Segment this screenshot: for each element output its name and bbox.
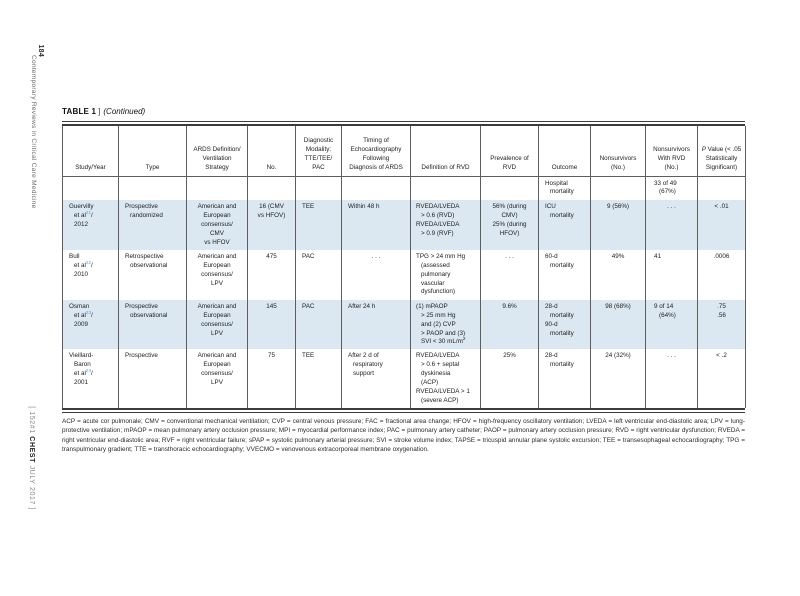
table-cell: After 2 d of respiratory support — [342, 349, 411, 408]
table-cell: 9 of 14 (64%) — [646, 300, 698, 350]
table-cell: 475 — [248, 250, 296, 300]
sidebar-citation — [21, 396, 42, 510]
table-cell — [119, 176, 187, 200]
table-cell: TEE — [296, 200, 342, 250]
table-cell: Vieillard- Baron et al$^{24}$/ 2001 — [63, 349, 119, 408]
page-number: 184 — [37, 44, 44, 58]
table-cell: . . . — [481, 250, 539, 300]
journal-name: CHEST — [28, 436, 35, 464]
table-cell — [698, 176, 746, 200]
table-cell: 60-d mortality — [539, 250, 591, 300]
column-header: Nonsurvivors With RVD (No.) — [646, 126, 698, 176]
table-row — [63, 300, 746, 350]
table-cell: Prospective — [119, 349, 187, 408]
table-cell: 28-d mortality — [539, 349, 591, 408]
table-cell: . . . — [646, 349, 698, 408]
table-cell: Bull et al$^{22}$/ 2010 — [63, 250, 119, 300]
table-cell: 16 (CMV vs HFOV) — [248, 200, 296, 250]
table-cell — [481, 176, 539, 200]
table-row — [63, 200, 746, 250]
table-cell: < .2 — [698, 349, 746, 408]
table-cell: 9.6% — [481, 300, 539, 350]
table-top-rule-thin — [62, 121, 745, 122]
table-cell: 56% (during CMV) 25% (during HFOV) — [481, 200, 539, 250]
table-cell: 9 (56%) — [591, 200, 646, 250]
table-cell: Guervilly et al$^{21}$/ 2012 — [63, 200, 119, 250]
table-row — [63, 250, 746, 300]
reference-link[interactable]: 22 — [85, 259, 92, 265]
table-cell: . . . — [646, 200, 698, 250]
column-header: Timing of Echocardiography Following Diagnosis of ARDS — [342, 126, 411, 176]
column-header: Study/Year — [63, 126, 119, 176]
column-header: No. — [248, 126, 296, 176]
title-bracket: ] — [98, 107, 101, 116]
header-row — [63, 126, 746, 176]
table-cell: PAC — [296, 250, 342, 300]
table-cell — [248, 176, 296, 200]
table-cell: < .01 — [698, 200, 746, 250]
table-cell: ICU mortality — [539, 200, 591, 250]
column-header: Nonsurvivors (No.) — [591, 126, 646, 176]
reference-link[interactable]: 24 — [85, 368, 92, 374]
table-cell — [296, 176, 342, 200]
column-header: ARDS Definition/ Ventilation Strategy — [187, 126, 248, 176]
table-cell: 49% — [591, 250, 646, 300]
column-header: Definition of RVD — [411, 126, 481, 176]
table-cell: . . . — [342, 250, 411, 300]
table-cell — [187, 176, 248, 200]
table-block — [62, 107, 745, 454]
column-header: Prevalence of RVD — [481, 126, 539, 176]
table-cell: 41 — [646, 250, 698, 300]
citation-volume-issue: [ 152#1 — [28, 406, 35, 437]
table-cell: Prospective randomized — [119, 200, 187, 250]
table-cell: Hospital mortality — [539, 176, 591, 200]
studies-table — [62, 126, 746, 408]
table-cell: 28-d mortality 90-d mortality — [539, 300, 591, 350]
table-bottom-rule-thin — [62, 412, 745, 413]
table-footnote: ACP = acute cor pulmonale; CMV = conventional mechanical ventilation; CVP = central venous pressure; FAC = fractional area change; HFOV = high-frequency oscillatory ventilation; LVEDA = left ventricular end-diastolic area; LPV = lung-protective ventilation; mPAOP = mean pulmonary artery occlusion pressure; MPI = myocardial performance index; PAC = pulmonary artery catheter; PAOP = pulmonary artery occlusion pressure; RVD = right ventricular dysfunction; RVEDA = right ventricular end-diastolic area; RVF = right ventricular failure; sPAP = systolic pulmonary arterial pressure; SVI = stroke volume index; TAPSE = tricuspid annular plane systolic excursion; TEE = transesophageal echocardiography; TPG = transpulmonary gradient; TTE = transthoracic echocardiography; VVECMO = venovenous extracorporeal membrane oxygenation. — [62, 418, 745, 453]
table-cell: American and European consensus/ LPV — [187, 250, 248, 300]
table-cell: 33 of 49 (67%) — [646, 176, 698, 200]
table-row — [63, 349, 746, 408]
table-cell: 24 (32%) — [591, 349, 646, 408]
table-cell: 25% — [481, 349, 539, 408]
table-cell: .75 .56 — [698, 300, 746, 350]
column-header: Outcome — [539, 126, 591, 176]
citation-date: JULY 2017 ] — [28, 463, 35, 511]
table-cell — [63, 176, 119, 200]
sidebar-running-head — [23, 36, 51, 209]
table-cell: TPG > 24 mm Hg (assessed pulmonary vascular dysfunction) — [411, 250, 481, 300]
table-cell: American and European consensus/ LPV — [187, 300, 248, 350]
table-row — [63, 176, 746, 200]
section-title: Contemporary Reviews in Critical Care Medicine — [30, 55, 37, 210]
table-continued-label: (Continued) — [103, 107, 146, 116]
table-cell: After 24 h — [342, 300, 411, 350]
table-cell: American and European consensus/ CMV vs HFOV — [187, 200, 248, 250]
column-header: Diagnostic Modality: TTE/TEE/ PAC — [296, 126, 342, 176]
table-title — [62, 107, 745, 116]
table-cell: Osman et al$^{23}$/ 2009 — [63, 300, 119, 350]
table-cell — [591, 176, 646, 200]
table-cell: TEE — [296, 349, 342, 408]
table-cell: 75 — [248, 349, 296, 408]
table-cell: Within 48 h — [342, 200, 411, 250]
table-cell: (1) mPAOP > 25 mm Hg and (2) CVP > PAOP and (3) SVI < 30 $mL/m^2$ — [411, 300, 481, 350]
table-cell — [411, 176, 481, 200]
table-cell: RVEDA/LVEDA > 0.6 (RVD) RVEDA/LVEDA > 0.9 (RVF) — [411, 200, 481, 250]
table-bottom-rule-thick — [62, 408, 745, 410]
table-number-label: TABLE 1 — [62, 107, 97, 116]
table-cell: .0006 — [698, 250, 746, 300]
reference-link[interactable]: 21 — [85, 209, 92, 215]
column-header: Type — [119, 126, 187, 176]
table-cell: RVEDA/LVEDA > 0.6 + septal dyskinesia (ACP) RVEDA/LVEDA > 1 (severe ACP) — [411, 349, 481, 408]
table-cell: 145 — [248, 300, 296, 350]
table-cell: Prospective observational — [119, 300, 187, 350]
reference-link[interactable]: 23 — [85, 309, 92, 315]
table-cell — [342, 176, 411, 200]
table-cell: American and European consensus/ LPV — [187, 349, 248, 408]
table-cell: 98 (68%) — [591, 300, 646, 350]
table-cell: Retrospective observational — [119, 250, 187, 300]
superscript: 2 — [462, 336, 466, 342]
column-header: P Value (< .05 Statistically Significant) — [698, 126, 746, 176]
table-cell: PAC — [296, 300, 342, 350]
